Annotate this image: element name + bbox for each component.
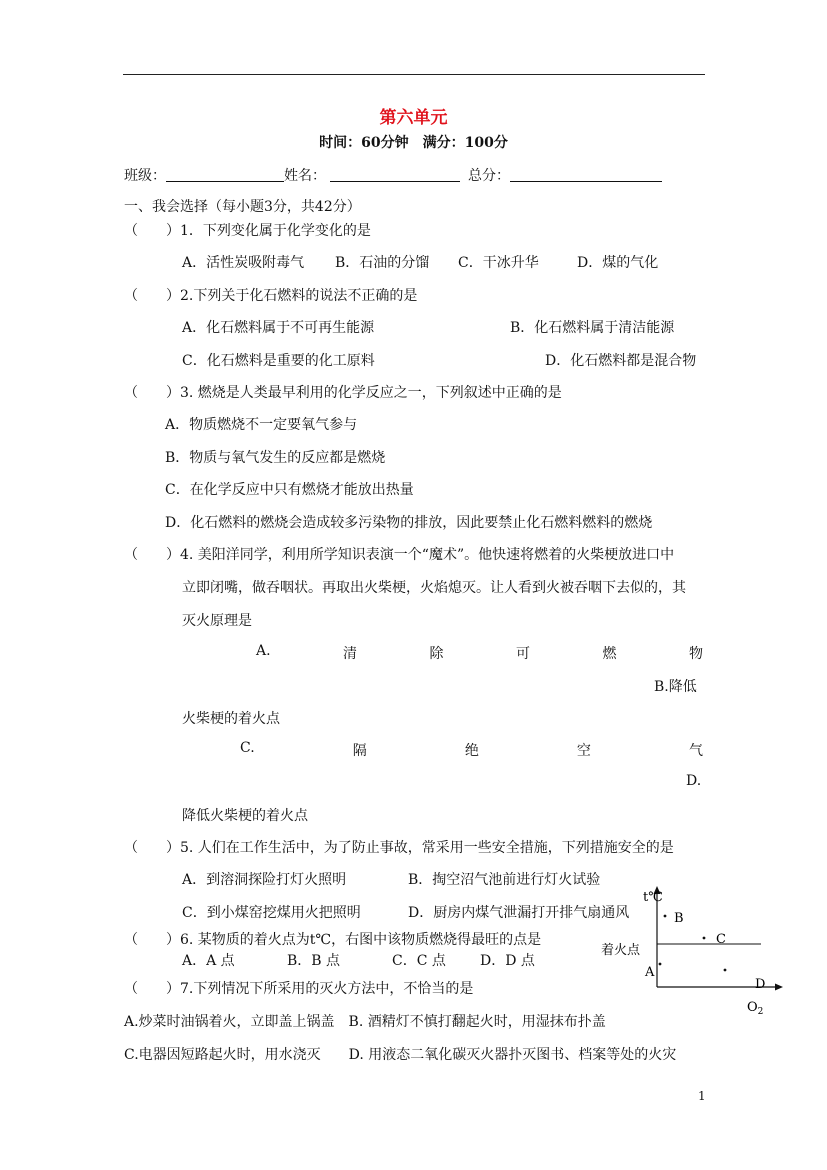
- q3-option-a[interactable]: A．物质燃烧不一定要氧气参与: [165, 417, 358, 433]
- point-c-dot: [703, 937, 706, 940]
- q6-option-b[interactable]: B．B 点: [287, 953, 341, 969]
- q7-bracket[interactable]: （ ）: [124, 981, 180, 997]
- point-a-label: A: [645, 965, 655, 980]
- q4-option-c-char: 气: [688, 743, 703, 759]
- q4-option-a-char: 物: [688, 646, 703, 662]
- total-label: 总分：: [468, 168, 510, 184]
- top-rule: [123, 74, 705, 75]
- q1-option-b[interactable]: B．石油的分馏: [335, 255, 430, 271]
- q7-options-line-2[interactable]: C.电器因短路起火时，用水浇灭 D. 用液态二氧化碳灭火器扑灭图书、档案等处的火灾: [124, 1047, 677, 1063]
- q5-option-d[interactable]: D．厨房内煤气泄漏打开排气扇通风: [408, 905, 630, 921]
- name-label: 姓名：: [284, 168, 326, 184]
- q3-option-c[interactable]: C．在化学反应中只有燃烧才能放出热量: [165, 482, 414, 498]
- q5-bracket[interactable]: （ ）: [124, 840, 180, 856]
- q7-options-line-1[interactable]: A.炒菜时油锅着火，立即盖上锅盖 B. 酒精灯不慎打翻起火时，用湿抹布扑盖: [124, 1014, 606, 1030]
- q6-option-a[interactable]: A．A 点: [182, 953, 235, 969]
- name-field[interactable]: [330, 167, 460, 182]
- q4-option-d-second: 降低火柴梗的着火点: [182, 808, 308, 824]
- q2-bracket[interactable]: （ ）: [124, 288, 180, 304]
- q1-option-d[interactable]: D．煤的气化: [577, 255, 659, 271]
- q4-option-c-char: 隔: [352, 743, 367, 759]
- q4-option-d-first[interactable]: D.: [686, 773, 702, 789]
- q4-stem-line-3: 灭火原理是: [182, 613, 252, 629]
- q4-option-a[interactable]: [256, 643, 703, 663]
- q1-stem: 1．下列变化属于化学变化的是: [180, 223, 371, 239]
- q4-option-a-char: A.: [256, 643, 271, 659]
- point-a-dot: [659, 963, 662, 966]
- point-d-label: D: [755, 977, 766, 992]
- point-extra-dot: [724, 969, 727, 972]
- info-line: [124, 165, 662, 185]
- q4-option-a-char: 燃: [602, 646, 617, 662]
- q1-bracket[interactable]: （ ）: [124, 223, 180, 239]
- point-c-label: C: [716, 932, 726, 947]
- q6-stem: 6. 某物质的着火点为t℃，右图中该物质燃烧得最旺的点是: [180, 932, 542, 948]
- q6-option-d[interactable]: D．D 点: [480, 953, 535, 969]
- q6-option-c[interactable]: C．C 点: [392, 953, 446, 969]
- x-axis-label: $O_2$: [747, 1000, 764, 1017]
- page-title: 第六单元: [379, 108, 448, 128]
- exam-time-score: 时间：60分钟 满分：100分: [319, 135, 508, 151]
- q3-stem: 3. 燃烧是人类最早利用的化学反应之一，下列叙述中正确的是: [180, 385, 562, 401]
- q2-stem: 2.下列关于化石燃料的说法不正确的是: [180, 288, 418, 304]
- q2-option-a[interactable]: A．化石燃料属于不可再生能源: [182, 320, 375, 336]
- x-axis-arrow: [775, 984, 783, 991]
- q7-stem: 7.下列情况下所采用的灭火方法中，不恰当的是: [180, 981, 474, 997]
- q1-option-c[interactable]: C．干冰升华: [458, 255, 539, 271]
- y-axis-label: t℃: [643, 890, 663, 905]
- q4-bracket[interactable]: （ ）: [124, 547, 180, 563]
- q4-stem-line-1: 4. 美阳洋同学，利用所学知识表演一个“魔术”。他快速将燃着的火柴梗放进口中: [180, 547, 675, 563]
- q4-option-c-char: 空: [576, 743, 591, 759]
- page-number: 1: [698, 1089, 706, 1103]
- q5-option-c[interactable]: C．到小煤窑挖煤用火把照明: [182, 905, 361, 921]
- class-label: 班级：: [124, 168, 166, 184]
- q3-bracket[interactable]: （ ）: [124, 385, 180, 401]
- q4-option-a-char: 除: [429, 646, 444, 662]
- q5-option-b[interactable]: B．掏空沼气池前进行灯火试验: [408, 872, 601, 888]
- q3-option-d[interactable]: D．化石燃料的燃烧会造成较多污染物的排放，因此要禁止化石燃料燃料的燃烧: [165, 515, 653, 531]
- q1-option-a[interactable]: A．活性炭吸附毒气: [182, 255, 305, 271]
- q4-option-a-char: 清: [343, 646, 358, 662]
- q2-option-b[interactable]: B．化石燃料属于清洁能源: [510, 320, 675, 336]
- q4-option-c-char: 绝: [464, 743, 479, 759]
- q4-option-c-char: C.: [240, 740, 255, 756]
- q5-option-a[interactable]: A．到溶洞探险打灯火照明: [182, 872, 347, 888]
- point-b-label: B: [674, 911, 684, 926]
- total-field[interactable]: [510, 167, 662, 182]
- q2-option-c[interactable]: C．化石燃料是重要的化工原料: [182, 353, 375, 369]
- section-heading: 一、我会选择（每小题3分，共42分）: [124, 199, 361, 215]
- q4-option-c[interactable]: [240, 740, 703, 760]
- point-b-dot: [664, 915, 667, 918]
- q6-bracket[interactable]: （ ）: [124, 932, 180, 948]
- ignition-point-figure: [595, 880, 790, 1020]
- q4-option-b-second: 火柴梗的着火点: [182, 711, 280, 727]
- q4-option-a-char: 可: [516, 646, 531, 662]
- class-field[interactable]: [166, 167, 284, 182]
- q4-stem-line-2: 立即闭嘴，做吞咽状。再取出火柴梗，火焰熄灭。让人看到火被吞咽下去似的，其: [182, 580, 686, 596]
- q5-stem: 5. 人们在工作生活中，为了防止事故，常采用一些安全措施，下列措施安全的是: [180, 840, 674, 856]
- ignition-point-label: 着火点: [601, 943, 641, 958]
- q3-option-b[interactable]: B．物质与氧气发生的反应都是燃烧: [165, 450, 386, 466]
- q4-option-b-first[interactable]: B.降低: [654, 679, 697, 695]
- q2-option-d[interactable]: D．化石燃料都是混合物: [545, 353, 697, 369]
